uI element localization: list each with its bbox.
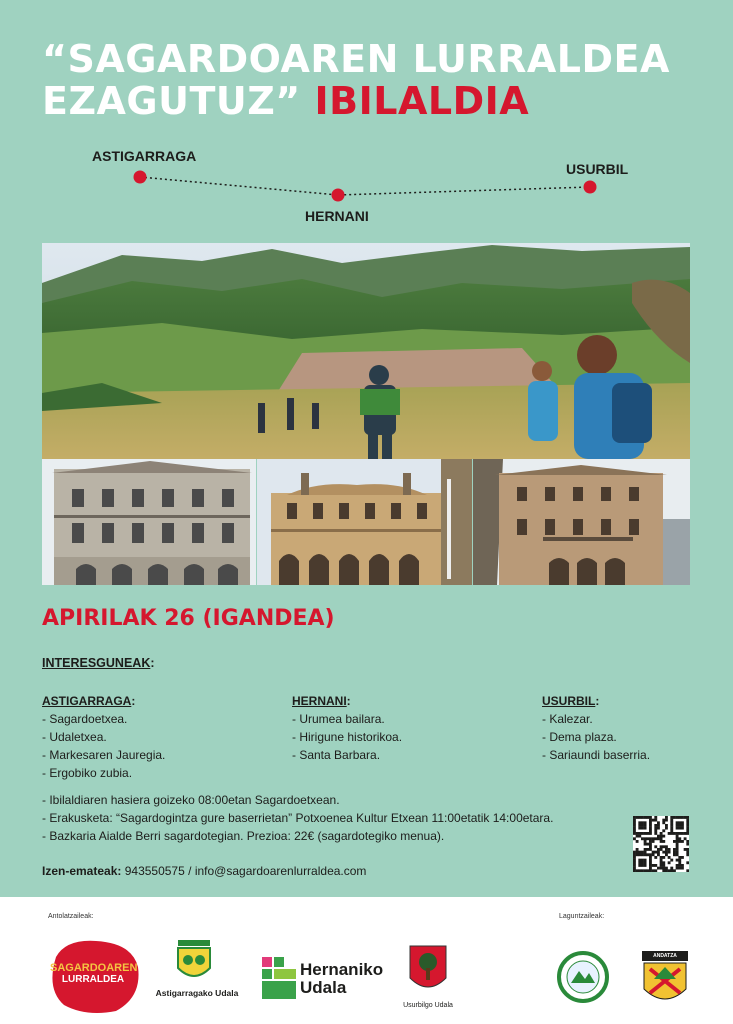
landscape-photo	[42, 243, 690, 459]
organizers-label: Antolatzaileak:	[48, 913, 94, 920]
andatza-logo-text: ANDATZA	[653, 953, 677, 959]
registration-info: Izen-emateak: 943550575 / info@sagardoarenlurraldea.com	[42, 864, 367, 878]
note-item: - Ibilaldiaren hasiera goizeko 08:00etan Sagardoetxean.	[42, 793, 340, 807]
interest-header	[42, 656, 155, 670]
route-map	[0, 140, 733, 230]
interest-header-text: INTERESGUNEAK	[42, 656, 151, 670]
title-line-2-white: EZAGUTUZ”	[42, 79, 301, 123]
route-label-usurbil: USURBIL	[566, 161, 629, 177]
list-item: - Santa Barbara.	[292, 748, 381, 762]
list-item: - Sagardoetxea.	[42, 712, 128, 726]
title-line-1: “SAGARDOAREN LURRALDEA	[42, 37, 670, 81]
astigarraga-logo-text: Astigarragako Udala	[155, 988, 239, 998]
qr-code[interactable]	[633, 816, 689, 872]
usurbil-logo	[400, 944, 456, 1014]
interest-column-hernani: HERNANI: - Urumea bailara. - Hirigune historikoa. - Santa Barbara.	[292, 694, 403, 762]
note-item: - Bazkaria Aialde Berri sagardotegian. Prezioa: 22€ (sagardotegiko menua).	[42, 829, 445, 843]
list-item: - Sariaundi baserria.	[542, 748, 651, 762]
list-item: - Urumea bailara.	[292, 712, 385, 726]
sagardoaren-lurraldea-logo	[46, 937, 140, 1015]
registration-separator: /	[184, 864, 195, 878]
route-label-hernani: HERNANI	[305, 208, 369, 224]
title-line-2-red: IBILALDIA	[314, 79, 530, 123]
sagardoa-logo-line2: LURRALDEA	[61, 974, 125, 985]
interest-town-label: HERNANI	[292, 694, 347, 708]
route-dot-astigarraga	[134, 171, 147, 184]
list-item: - Markesaren Jauregia.	[42, 748, 166, 762]
interest-town-label: ASTIGARRAGA	[42, 694, 132, 708]
interest-town-label: USURBIL	[542, 694, 596, 708]
event-notes	[42, 791, 553, 845]
hernani-logo-line1: Hernaniko	[300, 960, 384, 979]
poster-title	[42, 38, 670, 122]
route-dot-hernani	[332, 189, 345, 202]
list-item: - Dema plaza.	[542, 730, 617, 744]
list-item: - Ergobiko zubia.	[42, 766, 133, 780]
sagardoa-logo-line1: SAGARDOAREN	[50, 962, 138, 974]
hernani-logo-line2: Udala	[300, 978, 347, 997]
route-dot-usurbil	[584, 181, 597, 194]
interest-header-colon: :	[150, 656, 155, 670]
usurbil-logo-text: Usurbilgo Udala	[403, 1002, 453, 1009]
list-item: - Udaletxea.	[42, 730, 107, 744]
andatza-logo	[640, 949, 690, 1009]
list-item: - Hirigune historikoa.	[292, 730, 403, 744]
registration-email[interactable]: info@sagardoarenlurraldea.com	[194, 864, 367, 878]
registration-phone[interactable]: 943550575	[124, 864, 185, 878]
hernani-townhall-photo	[257, 459, 472, 585]
note-item: - Erakusketa: “Sagardogintza gure baserrietan” Potxoenea Kultur Etxean 11:00etatik 14:00etara.	[42, 811, 554, 825]
interest-column-astigarraga: ASTIGARRAGA: - Sagardoetxea. - Udaletxea. - Markesaren Jauregia. - Ergobiko zubia.	[42, 694, 166, 780]
title-line-2	[42, 80, 670, 122]
interest-column-usurbil: USURBIL: - Kalezar. - Dema plaza. - Sariaundi baserria.	[542, 694, 651, 762]
collaborators-label: Laguntzaileak:	[559, 913, 605, 920]
astigarraga-logo	[152, 938, 242, 1008]
hernani-logo	[262, 957, 386, 1003]
list-item: - Kalezar.	[542, 712, 593, 726]
astigarraga-townhall-photo	[42, 459, 256, 585]
registration-label: Izen-emateak	[42, 864, 118, 878]
usurbil-townhall-photo	[473, 459, 690, 585]
event-date: APIRILAK 26 (IGANDEA)	[42, 606, 335, 631]
route-label-astigarraga: ASTIGARRAGA	[92, 148, 197, 164]
mendizale-seal-logo	[557, 951, 609, 1003]
